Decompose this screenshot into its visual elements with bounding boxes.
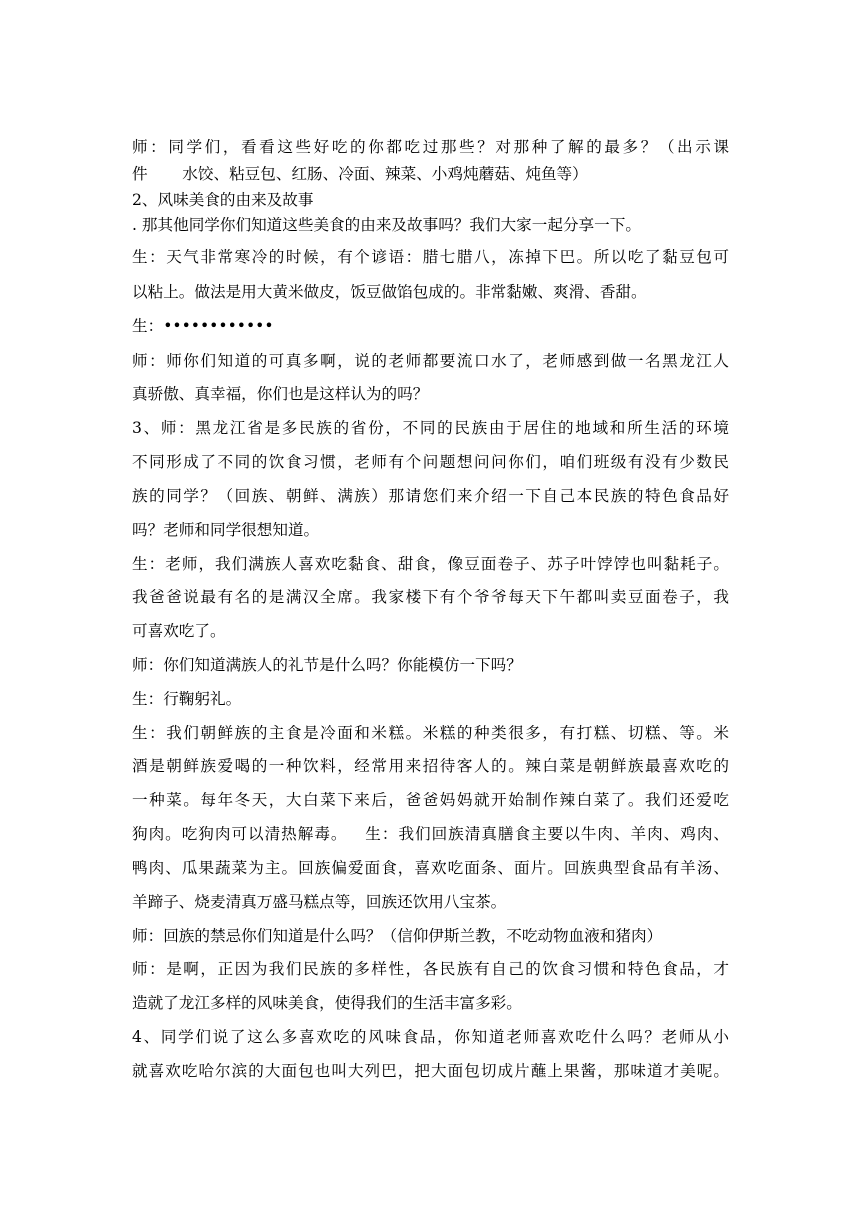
text-line: 以粘上。做法是用大黄米做皮，饭豆做馅包成的。非常黏嫩、爽滑、香甜。	[132, 283, 647, 301]
text-line: 生：天气非常寒冷的时候，有个谚语：腊七腊八，冻掉下巴。所以吃了黏豆包可	[132, 248, 729, 266]
text-line: 师：同学们，看看这些好吃的你都吃过那些？对那种了解的最多？（出示课	[132, 138, 729, 156]
text-line: 我爸爸说最有名的是满汉全席。我家楼下有个爷爷每天下午都叫卖豆面卷子，我	[132, 588, 729, 606]
text-line: 族的同学？（回族、朝鲜、满族）那请您们来介绍一下自己本民族的特色食品好	[132, 487, 729, 505]
text-line: 一种菜。每年冬天，大白菜下来后，爸爸妈妈就开始制作辣白菜了。我们还爱吃	[132, 791, 729, 809]
text-line: 师：你们知道满族人的礼节是什么吗？你能模仿一下吗？	[132, 656, 522, 674]
text-line: 生：老师，我们满族人喜欢吃黏食、甜食，像豆面卷子、苏子叶饽饽也叫黏耗子。	[132, 555, 729, 573]
text-line: 师：回族的禁忌你们知道是什么吗？（信仰伊斯兰教，不吃动物血液和猪肉）	[132, 927, 663, 945]
text-line: 生：••••••••••••	[132, 317, 274, 335]
text-line: 可喜欢吃了。	[132, 622, 226, 640]
text-line: 件 水饺、粘豆包、红肠、冷面、辣菜、小鸡炖蘑菇、炖鱼等）	[132, 165, 588, 183]
text-line: . 那其他同学你们知道这些美食的由来及故事吗？我们大家一起分享一下。	[132, 216, 641, 234]
text-line: 羊蹄子、烧麦清真万盛马糕点等，回族还饮用八宝茶。	[132, 893, 507, 911]
text-line: 师：是啊，正因为我们民族的多样性，各民族有自己的饮食习惯和特色食品，才	[132, 960, 729, 978]
text-line: 造就了龙江多样的风味美食，使得我们的生活丰富多彩。	[132, 994, 522, 1012]
text-line: 就喜欢吃哈尔滨的大面包也叫大列巴，把大面包切成片蘸上果酱，那味道才美呢。	[132, 1062, 729, 1080]
text-line: 不同形成了不同的饮食习惯，老师有个问题想问问你们，咱们班级有没有少数民	[132, 453, 729, 471]
text-line: 3、师：黑龙江省是多民族的省份，不同的民族由于居住的地域和所生活的环境	[132, 419, 729, 437]
text-line: 2、风味美食的由来及故事	[132, 191, 314, 209]
text-line: 师：师你们知道的可真多啊，说的老师都要流口水了，老师感到做一名黑龙江人	[132, 352, 729, 370]
text-line: 鸭肉、瓜果蔬菜为主。回族偏爱面食，喜欢吃面条、面片。回族典型食品有羊汤、	[132, 859, 729, 877]
text-line: 真骄傲、真幸福，你们也是这样认为的吗？	[132, 385, 429, 403]
text-line: 4、同学们说了这么多喜欢吃的风味食品，你知道老师喜欢吃什么吗？老师从小	[132, 1028, 729, 1046]
text-line: 吗？老师和同学很想知道。	[132, 521, 320, 539]
text-line: 酒是朝鲜族爱喝的一种饮料，经常用来招待客人的。辣白菜是朝鲜族最喜欢吃的	[132, 757, 729, 775]
text-line: 生：我们朝鲜族的主食是冷面和米糕。米糕的种类很多，有打糕、切糕、等。米	[132, 724, 729, 742]
text-line: 狗肉。吃狗肉可以清热解毒。 生：我们回族清真膳食主要以牛肉、羊肉、鸡肉、	[132, 825, 729, 843]
text-line: 生：行鞠躬礼。	[132, 690, 242, 708]
